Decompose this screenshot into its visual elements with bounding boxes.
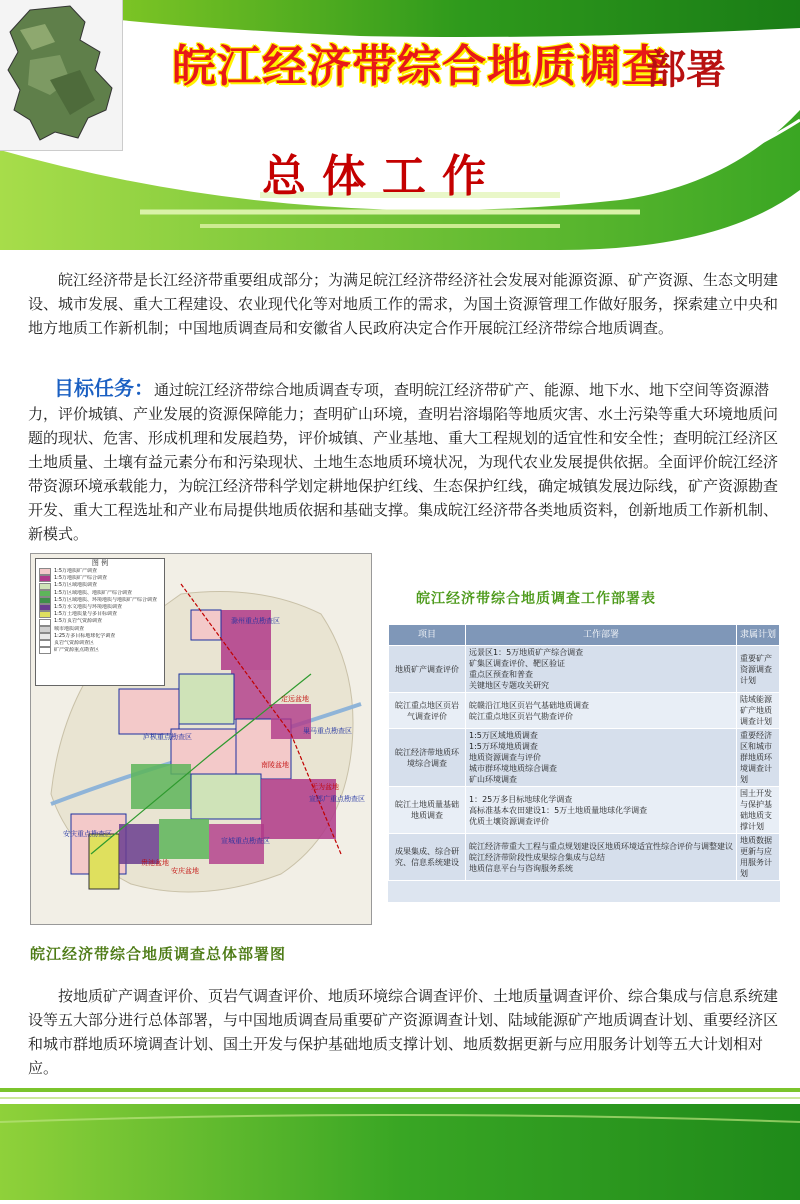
legend-swatch xyxy=(39,611,51,618)
legend-swatch xyxy=(39,604,51,611)
table-work-line: 地质信息平台与咨询服务系统 xyxy=(469,863,573,873)
deployment-map xyxy=(30,553,372,925)
legend-item xyxy=(36,597,164,604)
legend-label: 1:5万区域地质、环境地质与地质矿产综合调查 xyxy=(54,596,158,603)
table-cell-work xyxy=(466,729,737,787)
legend-item xyxy=(36,640,164,647)
legend-label: 1:5万水文地质与环境地质调查 xyxy=(54,604,123,611)
table-cell-project: 皖江经济带地质环境综合调查 xyxy=(389,729,466,787)
footer-banner xyxy=(0,1082,800,1200)
province-map-thumbnail xyxy=(0,0,123,151)
table-work-line: 矿山环境调查 xyxy=(469,775,517,784)
map-label-anqing: 安庆重点勘查区 xyxy=(63,830,112,838)
page-title-suffix: 部署 xyxy=(646,47,726,93)
table-cell-work xyxy=(466,787,737,834)
map-label-nanling: 南陵盆地 xyxy=(261,761,289,769)
page-title: 皖江经济带综合地质调查 xyxy=(172,41,667,92)
legend-item xyxy=(36,582,164,589)
intro-paragraph: 皖江经济带是长江经济带重要组成部分；为满足皖江经济带经济社会发展对能源资源、矿产资源、生态文明建设、城市发展、重大工程建设、农业现代化等对地质工作的需求，为国土资源管理工作做好服务，探索建立中央和地方地质工作新机制；中国地质调查局和安徽省人民政府决定合作开展皖江经济带综合地质调查。 xyxy=(28,271,779,337)
table-cell-project: 皖江重点地区页岩气调查评价 xyxy=(389,693,466,729)
table-work-line: 城市群环境地质综合调查 xyxy=(469,764,557,773)
legend-label: 1:25万多目标地球化学调查 xyxy=(54,632,116,639)
legend-label: 1:5万土地质量与多目标调查 xyxy=(54,611,118,618)
legend-swatch xyxy=(39,575,51,582)
table-work-line: 1:5万环境地质调查 xyxy=(469,742,538,751)
map-caption: 皖江经济带综合地质调查总体部署图 xyxy=(30,945,287,963)
map-label-tongling: 宣郎广重点勘查区 xyxy=(309,795,365,803)
header-banner xyxy=(0,0,800,250)
map-label-lujiang: 庐枞重点勘查区 xyxy=(143,733,192,741)
map-label-chaohu: 巢马重点勘查区 xyxy=(303,727,352,735)
summary-paragraph: 按地质矿产调查评价、页岩气调查评价、地质环境综合调查评价、土地质量调查评价、综合集成与信息系统建设等五大部分进行总体部署，与中国地质调查局重要矿产资源调查计划、陆域能源矿产地质调查计划、重要经济区和城市群地质环境调查计划、国土开发与保护基础地质支撑计划、地质数据更新与应用服务计划等五大计划相对应。 xyxy=(28,987,779,1077)
goal-paragraph xyxy=(28,376,780,546)
legend-label: 1:5万区域地质、地质矿产综合调查 xyxy=(54,589,133,596)
table-work-line: 关键地区专题攻关研究 xyxy=(469,681,549,690)
section-subtitle: 总体工作 xyxy=(262,151,502,202)
table-header-row xyxy=(389,625,780,646)
table-cell-work xyxy=(466,834,737,881)
table-cell-project: 成果集成、综合研究、信息系统建设 xyxy=(389,834,466,881)
legend-item xyxy=(36,633,164,640)
map-label-xuancheng: 宣城重点勘查区 xyxy=(221,837,270,845)
table-cell-work xyxy=(466,646,737,693)
table-cell-plan: 国土开发与保护基础地质支撑计划 xyxy=(737,787,780,834)
map-label-chuzhou: 滁州重点勘查区 xyxy=(231,617,280,625)
legend-swatch xyxy=(39,640,51,647)
legend-label: 页岩气资源调查区 xyxy=(54,640,95,647)
table-cell-plan: 地质数据更新与应用服务计划 xyxy=(737,834,780,881)
table-work-line: 重点区预查和普查 xyxy=(469,670,533,679)
table-work-line: 远景区1：5万地质矿产综合调查 xyxy=(469,648,584,657)
province-map-icon xyxy=(0,0,120,148)
map-label-wuwei: 无为盆地 xyxy=(311,783,339,791)
legend-swatch xyxy=(39,583,51,590)
table-work-line: 皖赣沿江地区页岩气基础地质调查 xyxy=(469,700,589,710)
table-work-line: 皖江重点地区页岩气勘查评价 xyxy=(469,711,573,721)
legend-swatch xyxy=(39,647,51,654)
table-work-line: 皖江经济带阶段性成果综合集成与总结 xyxy=(469,852,605,862)
legend-swatch xyxy=(39,597,51,604)
table-header-project: 项目 xyxy=(389,625,466,646)
table-work-line: 地质资源调查与评价 xyxy=(469,753,541,762)
table-cell-project: 地质矿产调查评价 xyxy=(389,646,466,693)
legend-swatch xyxy=(39,626,51,633)
table-row xyxy=(389,693,780,729)
legend-item xyxy=(36,611,164,618)
map-label-anqing-basin: 安庆盆地 xyxy=(171,867,199,875)
legend-label: 1:5万页岩气资源调查 xyxy=(54,618,103,625)
table-row xyxy=(389,729,780,787)
map-label-dingyuan: 定远盆地 xyxy=(281,695,309,703)
table-cell-plan: 重要经济区和城市群地质环境调查计划 xyxy=(737,729,780,787)
map-legend xyxy=(35,558,165,686)
table-row xyxy=(389,787,780,834)
table-cell-plan: 陆域能源矿产地质调查计划 xyxy=(737,693,780,729)
map-label-guichi: 贵池盆地 xyxy=(141,859,169,867)
footer-background xyxy=(0,1082,800,1200)
table-work-line: 矿集区调查评价、靶区验证 xyxy=(469,659,565,668)
legend-title: 图 例 xyxy=(91,559,109,567)
table-cell-work xyxy=(466,693,737,729)
legend-swatch xyxy=(39,568,51,575)
table-row xyxy=(389,834,780,881)
legend-item xyxy=(36,575,164,582)
legend-item xyxy=(36,647,164,654)
legend-label: 1:5万区域地质调查 xyxy=(54,582,98,589)
legend-item xyxy=(36,604,164,611)
legend-item xyxy=(36,626,164,633)
legend-label: 1:5万地质矿产调查 xyxy=(54,568,98,574)
table-row xyxy=(389,646,780,693)
legend-item xyxy=(36,590,164,597)
table-cell-plan: 重要矿产资源调查计划 xyxy=(737,646,780,693)
table-header-plan: 隶属计划 xyxy=(737,625,780,646)
legend-item xyxy=(36,568,164,575)
legend-item xyxy=(36,618,164,625)
legend-label: 矿产资源重点勘查区 xyxy=(54,647,100,654)
table-work-line: 皖江经济带重大工程与重点规划建设区地质环境适宜性综合评价与调整建议 xyxy=(469,841,733,851)
table-work-line: 高标准基本农田建设1：5万土地质量地球化学调查 xyxy=(469,805,648,815)
legend-swatch xyxy=(39,633,51,640)
table-header-work: 工作部署 xyxy=(466,625,737,646)
table-work-line: 优质土壤资源调查评价 xyxy=(469,816,549,826)
deployment-table xyxy=(388,624,780,902)
legend-label: 1:5万地质矿产综合调查 xyxy=(54,575,108,582)
table-cell-project: 皖江土地质量基础地质调查 xyxy=(389,787,466,834)
legend-label: 城市地质调查 xyxy=(54,625,85,632)
table-title: 皖江经济带综合地质调查工作部署表 xyxy=(416,591,656,607)
goal-label: 目标任务： xyxy=(54,376,154,400)
legend-swatch xyxy=(39,590,51,597)
table-work-line: 1：25万多目标地球化学调查 xyxy=(469,794,573,804)
goal-text: 通过皖江经济带综合地质调查专项，查明皖江经济带矿产、能源、地下水、地下空间等资源潜力，评价城镇、产业发展的资源保障能力；查明矿山环境，查明岩溶塌陷等地质灾害、水土污染等重大环境地质问题的现状、危害、形成机理和发展趋势，评价城镇、产业基地、重大工程规划的适宜性和安全性；查明皖江经济区土地质量、土壤有益元素分布和污染现状、土地生态地质环境状况，为现代农业发展提供依据。全面评价皖江经济带资源环境承载能力，为皖江经济带科学划定耕地保护红线、生态保护红线，确定城镇发展边际线，矿产资源勘查开发、重大工程选址和产业布局提供地质依据和基础支撑。集成皖江经济带各类地质资料，创新地质工作新机制、新模式。 xyxy=(28,381,779,543)
table-work-line: 1:5万区域地质调查 xyxy=(469,731,538,740)
legend-swatch xyxy=(39,619,51,626)
